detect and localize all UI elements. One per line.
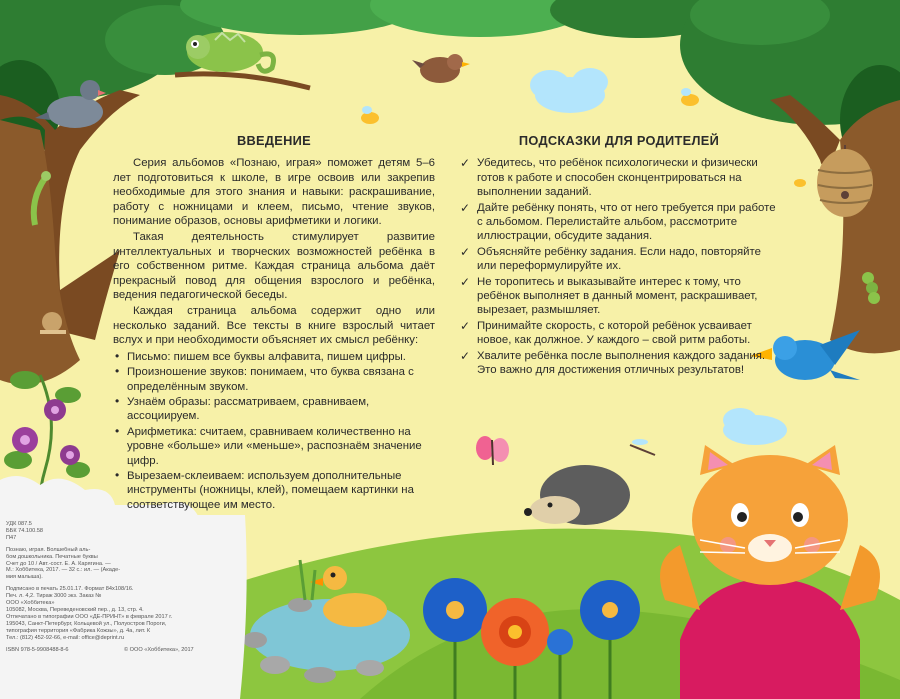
introduction-section (113, 134, 435, 513)
tip-text: Не торопитесь и выказывайте интерес к тому, что ребёнок выполняет в данный момент, раскрашивает, вырезает, размышляет. (477, 275, 758, 317)
skills-list (113, 350, 435, 512)
publisher-imprint (6, 521, 242, 653)
list-item (113, 425, 435, 468)
tip-text: Объясняйте ребёнку задания. Если надо, повторяйте или переформулируйте их. (477, 245, 761, 273)
parent-tips-heading: ПОДСКАЗКИ ДЛЯ РОДИТЕЛЕЙ (518, 133, 720, 148)
bullet-icon: • (115, 364, 120, 379)
isbn-row (6, 647, 242, 654)
copyright: © ООО «Хоббитека», 2017 (124, 646, 194, 653)
checkmark-icon: ✓ (460, 318, 471, 333)
imprint-print-line: типография территория «Фабрика Кожзы», д. 4а, лит. К (6, 627, 151, 634)
list-item (113, 395, 435, 424)
imprint-title-line: Счет до 10 / Авт.-сост. Е. А. Карягина. — (6, 560, 111, 567)
bullet-icon: • (115, 393, 120, 408)
tip-text: Принимайте скорость, с которой ребёнок усваивает новое, как должное. У каждого – свой ритм работы. (477, 319, 752, 347)
bullet-icon: • (115, 423, 120, 438)
skill-text: Вырезаем-склеиваем: используем дополнительные инструменты (ножницы, клей), помещаем картинки на соответствующее им место. (127, 469, 414, 511)
udc-code: УДК 087.5 (6, 521, 32, 527)
intro-paragraph-2: Такая деятельность стимулирует развитие интеллектуальных и творческих возможностей ребёнка в его собственном ритме. Каждая страница альбома даёт прекрасный повод для общения взрослого и ребёнка, ведения педагогической беседы. (113, 231, 435, 302)
skill-text: Узнаём образы: рассматриваем, сравниваем, ассоциируем. (127, 395, 370, 423)
list-item (460, 349, 778, 378)
list-item (460, 319, 778, 348)
imprint-title-line: бом дошкольника. Печатные буквы (6, 553, 98, 560)
list-item (113, 350, 435, 364)
imprint-print-line: Печ. л. 4,2. Тираж 3000 экз. Заказ № (6, 593, 102, 600)
bullet-icon: • (115, 348, 120, 363)
imprint-print-line: 195043, Санкт-Петербург, Кольцевой ул., Полуостров Пороги, (6, 620, 167, 627)
introduction-heading: ВВЕДЕНИЕ (236, 133, 312, 148)
checkmark-icon: ✓ (460, 156, 471, 171)
imprint-print-line: 105082, Москва, Переведеновский пер., д. 13, стр. 4. (6, 606, 144, 613)
imprint-print-line: Тел.: (812) 452-92-66, e-mail: office@deprint.ru (6, 634, 125, 641)
list-item (460, 201, 778, 244)
list-item (113, 365, 435, 394)
tip-text: Дайте ребёнку понять, что от него требуется при работе с альбомом. Перелистайте альбом, рассмотрите иллюстрации, обсудите задания. (477, 201, 776, 243)
list-item (460, 156, 778, 199)
imprint-title-line: Познаю, играя. Волшебный аль- (6, 546, 91, 553)
bbk-code: ББК 74.100.58 (6, 527, 44, 534)
tip-text: Хвалите ребёнка после выполнения каждого задания. Это важно для достижения отличных результатов! (477, 349, 766, 377)
list-item (460, 275, 778, 318)
parent-tips-section (460, 134, 778, 379)
imprint-title-line: мия малыша). (6, 574, 43, 581)
imprint-title-line: М.: Хоббитека, 2017. — 32 с.: ил. — (Акаде- (6, 567, 121, 574)
intro-paragraph-3: Каждая страница альбома содержит одно или несколько заданий. Все тексты в книге взрослый читает вслух и при необходимости объясняет их смысл ребёнку: (113, 305, 435, 347)
skill-text: Произношение звуков: понимаем, что буква связана с определённым звуком. (127, 366, 414, 393)
skill-text: Письмо: пишем все буквы алфавита, пишем цифры. (127, 350, 406, 363)
list-item (460, 245, 778, 274)
intro-paragraph-1: Серия альбомов «Познаю, играя» поможет детям 5–6 лет подготовиться к школе, в игре освоив или закрепив необходимые для этого знания и навыки: раскрашивание, работу с ножницами и клеем, письмо, чтение звуков, понимание образов, основы арифметики и логики. (113, 157, 435, 228)
imprint-print-line: Подписано в печать 25.01.17. Формат 84х108/16. (6, 586, 134, 593)
checkmark-icon: ✓ (460, 200, 471, 215)
checkmark-icon: ✓ (460, 274, 471, 289)
skill-text: Арифметика: считаем, сравниваем количественно на уровне «больше» или «меньше», распознаём значение цифр. (127, 425, 422, 467)
list-item (113, 469, 435, 512)
isbn: ISBN 978-5-9908488-8-6 (6, 646, 69, 653)
author-code: П47 (6, 534, 17, 541)
bullet-icon: • (115, 467, 120, 482)
imprint-print-line: ООО «Хоббитека» (6, 600, 55, 607)
checkmark-icon: ✓ (460, 244, 471, 259)
tip-text: Убедитесь, что ребёнок психологически и физически готов к работе и способен сконцентрироваться на выполнении заданий. (477, 157, 758, 199)
checkmark-icon: ✓ (460, 348, 471, 363)
imprint-print-line: Отпечатано в типографии ООО «ДЕ-ПРИНТ» в феврале 2017 г. (6, 613, 173, 620)
tips-list (460, 156, 778, 377)
